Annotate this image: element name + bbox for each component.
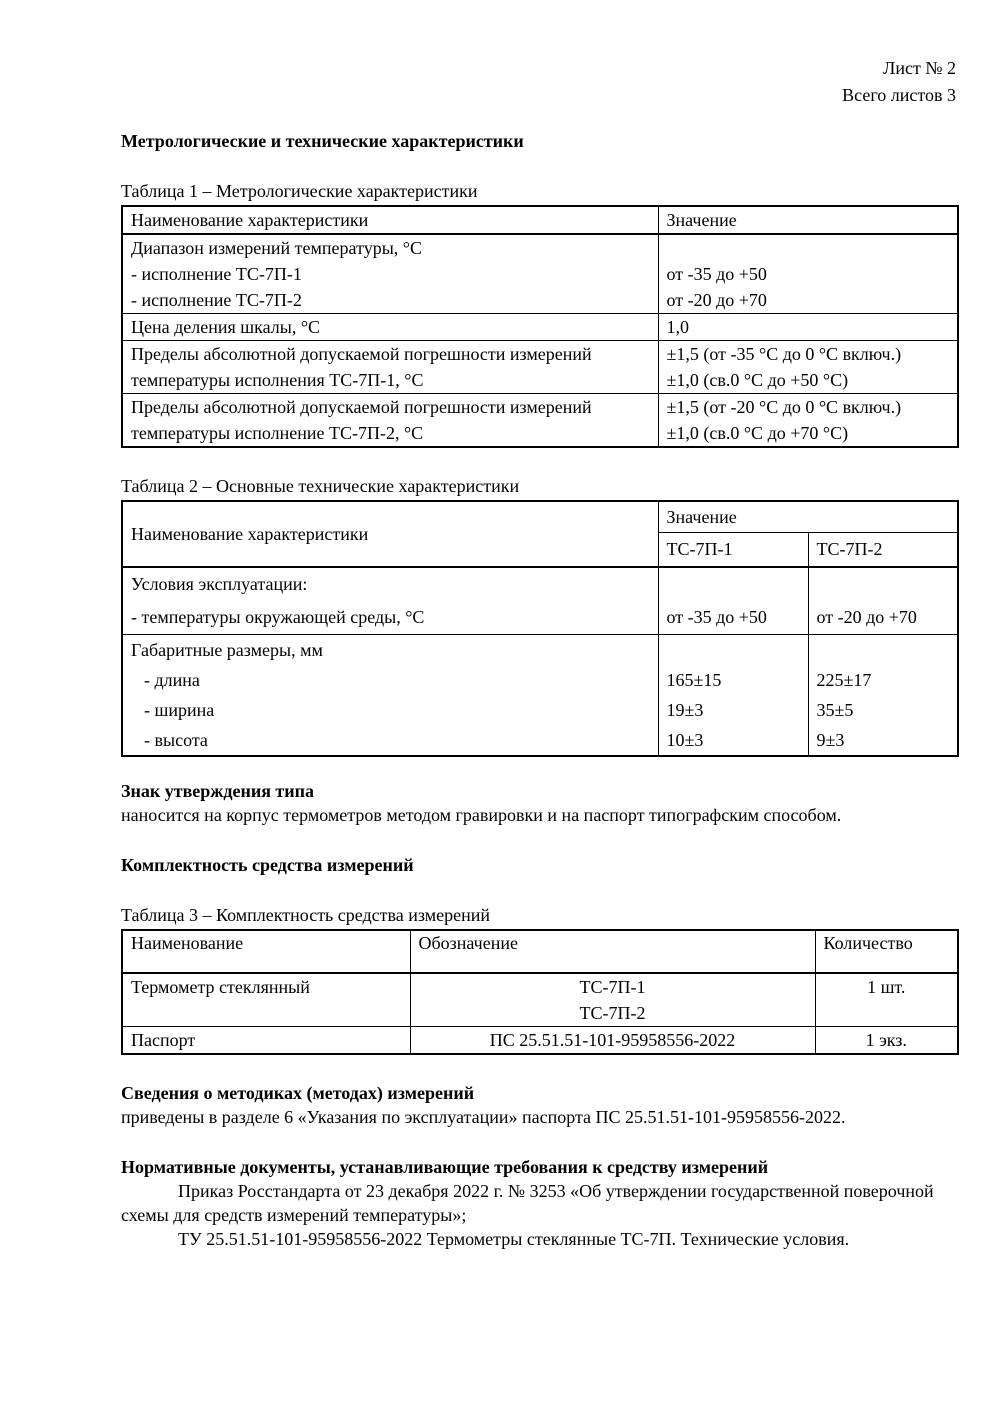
cell-line: от -20 до +70: [816, 606, 917, 627]
table1-header-row: [122, 206, 958, 234]
cell-line: ±1,5 (от -35 °С до 0 °С включ.): [666, 344, 902, 364]
table-row: [122, 973, 958, 1027]
type-approval-heading: Знак утверждения типа: [121, 780, 315, 801]
normative-heading: Нормативные документы, устанавливающие требования к средству измерений: [121, 1156, 769, 1177]
table2-caption: Таблица 2 – Основные технические характеристики: [121, 476, 520, 496]
value-cell-tc7p2: [808, 567, 958, 635]
cell-line: Цена деления шкалы, °С: [131, 317, 321, 337]
table3-header-name: Наименование: [122, 930, 410, 973]
normative-item: ТУ 25.51.51-101-95958556-2022 Термометры стеклянные ТС-7П. Технические условия.: [178, 1228, 850, 1249]
table3-header-quantity: Количество: [815, 930, 958, 973]
item-quantity-cell: [815, 973, 958, 1027]
cell-line: ПС 25.51.51-101-95958556-2022: [489, 1029, 736, 1050]
cell-line: - высота: [144, 729, 208, 750]
cell-line: - исполнение ТС-7П-1: [131, 264, 302, 284]
cell-line: Условия эксплуатации:: [131, 573, 308, 594]
characteristic-value-cell: [658, 234, 958, 314]
table-row: [122, 234, 958, 314]
characteristic-name-cell: [122, 634, 658, 756]
cell-line: от -35 до +50: [666, 606, 767, 627]
table-row: [122, 567, 958, 635]
characteristic-name-cell: [122, 341, 658, 394]
cell-line: 19±3: [666, 699, 704, 720]
table3-caption: Таблица 3 – Комплектность средства измерений: [121, 904, 491, 925]
cell-line: - исполнение ТС-7П-2: [131, 290, 302, 310]
methods-heading: Сведения о методиках (методах) измерений: [121, 1082, 475, 1103]
table3-header-row: [122, 930, 958, 973]
table-row: [122, 1026, 958, 1054]
cell-line: Пределы абсолютной допускаемой погрешности измерений: [131, 344, 592, 364]
sheets-total: Всего листов 3: [842, 85, 956, 105]
cell-line: ТС-7П-2: [579, 1002, 646, 1023]
characteristic-value-cell: [658, 341, 958, 394]
cell-line: от -20 до +70: [666, 290, 767, 310]
item-designation-cell: [410, 1026, 815, 1054]
sheet-number: Лист № 2: [883, 58, 956, 78]
cell-line: ±1,0 (св.0 °С до +50 °С): [666, 370, 849, 390]
characteristic-name-cell: [122, 314, 658, 341]
characteristic-value-cell: [658, 314, 958, 341]
cell-line: 1,0: [666, 317, 689, 337]
cell-line: [667, 568, 800, 601]
item-quantity-cell: [815, 1026, 958, 1054]
item-designation-cell: [410, 973, 815, 1027]
cell-line: [817, 568, 950, 601]
table1: [121, 205, 959, 448]
cell-line: 10±3: [666, 729, 704, 750]
value-cell-tc7p1: [658, 634, 808, 756]
characteristic-name-cell: [122, 234, 658, 314]
table2-header-value: Значение: [658, 501, 958, 533]
cell-line: 225±17: [816, 669, 872, 690]
table-row: [122, 314, 958, 341]
cell-line: Термометр стеклянный: [131, 976, 310, 997]
value-cell-tc7p2: [808, 634, 958, 756]
table2: [121, 500, 959, 757]
characteristic-name-cell: [122, 567, 658, 635]
cell-line: температуры исполнение ТС-7П-2, °С: [131, 423, 424, 443]
cell-line: 165±15: [666, 669, 722, 690]
doc-header: [121, 55, 956, 109]
normative-item: Приказ Росстандарта от 23 декабря 2022 г. № 3253 «Об утверждении государственной поверочной схемы для средств измерений температуры»;: [121, 1180, 934, 1225]
table2-header-name: Наименование характеристики: [122, 501, 658, 567]
item-name-cell: [122, 1026, 410, 1054]
cell-line: ТС-7П-1: [579, 976, 646, 997]
table1-header-value: Значение: [658, 206, 958, 234]
cell-line: 1 экз.: [865, 1029, 907, 1050]
table2-header-row-1: [122, 501, 958, 533]
cell-line: - температуры окружающей среды, °С: [131, 606, 425, 627]
table2-header-tc7p2: ТС-7П-2: [808, 533, 958, 567]
value-cell-tc7p1: [658, 567, 808, 635]
cell-line: [667, 235, 950, 261]
cell-line: - ширина: [144, 699, 215, 720]
cell-line: 35±5: [816, 699, 854, 720]
cell-line: [667, 635, 800, 665]
table3: [121, 929, 959, 1055]
cell-line: - длина: [144, 669, 200, 690]
table-row: [122, 634, 958, 756]
completeness-heading: Комплектность средства измерений: [121, 854, 414, 875]
table-row: [122, 394, 958, 448]
cell-line: ±1,0 (св.0 °С до +70 °С): [666, 423, 849, 443]
main-heading: Метрологические и технические характеристики: [121, 131, 524, 151]
table1-header-name: Наименование характеристики: [122, 206, 658, 234]
methods-body: приведены в разделе 6 «Указания по эксплуатации» паспорта ПС 25.51.51-101-95958556-2022.: [121, 1106, 846, 1127]
cell-line: от -35 до +50: [666, 264, 767, 284]
cell-line: Паспорт: [131, 1029, 196, 1050]
cell-line: Диапазон измерений температуры, °С: [131, 238, 422, 258]
table2-header-tc7p1: ТС-7П-1: [658, 533, 808, 567]
cell-line: 1 шт.: [867, 976, 906, 997]
cell-line: температуры исполнения ТС-7П-1, °С: [131, 370, 424, 390]
cell-line: 9±3: [816, 729, 845, 750]
characteristic-name-cell: [122, 394, 658, 448]
cell-line: ±1,5 (от -20 °С до 0 °С включ.): [666, 397, 902, 417]
type-approval-body: наносится на корпус термометров методом гравировки и на паспорт типографским способом.: [121, 804, 842, 825]
table-row: [122, 341, 958, 394]
item-name-cell: [122, 973, 410, 1027]
table1-caption: Таблица 1 – Метрологические характеристики: [121, 181, 478, 201]
table3-header-designation: Обозначение: [410, 930, 815, 973]
cell-line: Габаритные размеры, мм: [131, 639, 323, 660]
cell-line: [817, 635, 950, 665]
characteristic-value-cell: [658, 394, 958, 448]
cell-line: Пределы абсолютной допускаемой погрешности измерений: [131, 397, 592, 417]
